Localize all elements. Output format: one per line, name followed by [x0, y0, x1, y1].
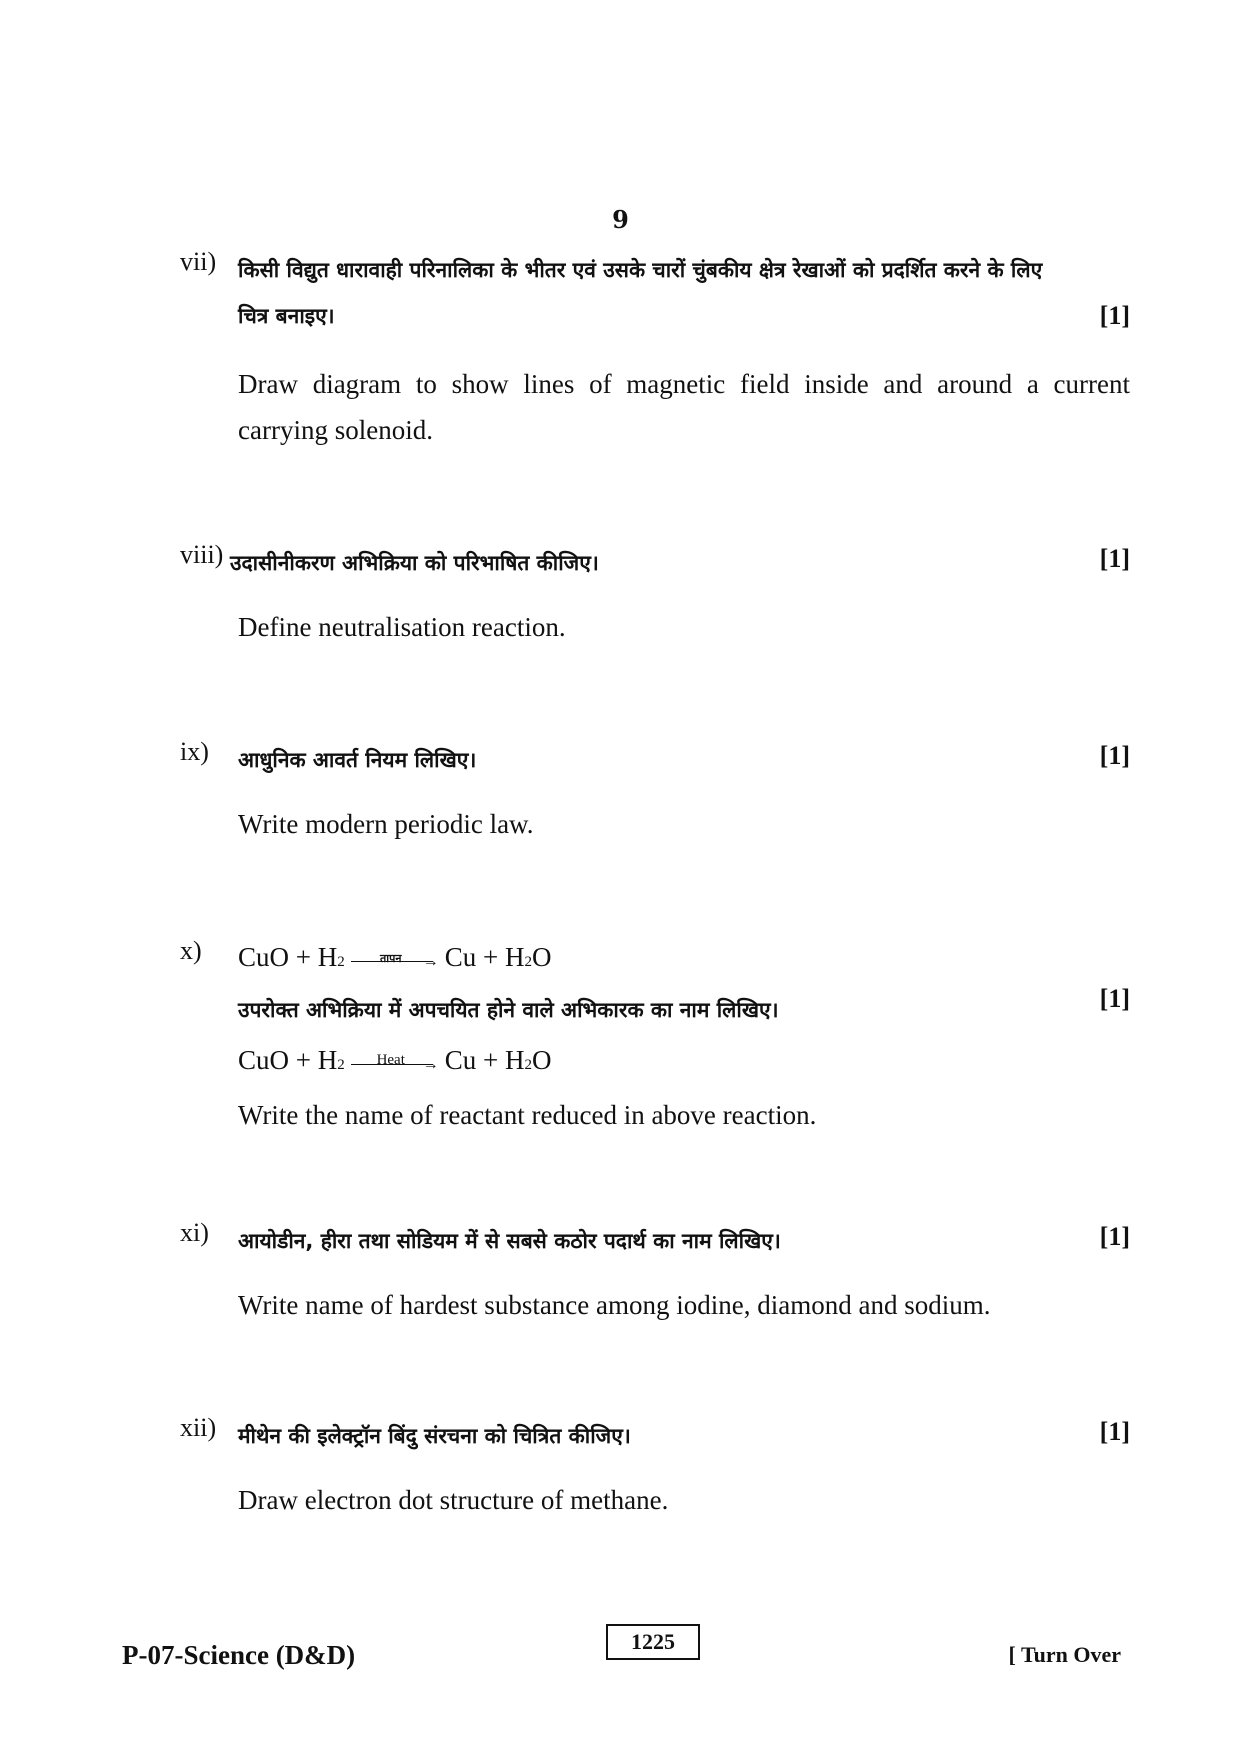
question-marks: [1]: [1099, 984, 1130, 1013]
question-english-text: Draw electron dot structure of methane.: [238, 1485, 669, 1515]
chemical-equation-hindi: CuO + H 2 तापन → Cu + H 2 O: [238, 930, 1130, 989]
question-hindi-text: उदासीनीकरण अभिक्रिया को परिभाषित कीजिए।: [230, 551, 599, 575]
question-english-text: Write modern periodic law.: [238, 809, 534, 839]
question-number: x): [180, 936, 202, 965]
question-hindi-text: किसी विद्युत धारावाही परिनालिका के भीतर एवं उसके चारों चुंबकीय क्षेत्र रेखाओं को प्रदर्शित करने के लिए चित्र बनाइए।: [238, 258, 1043, 328]
question-vii: [180, 247, 1130, 445]
question-english-text: Write name of hardest substance among iodine, diamond and sodium.: [238, 1290, 991, 1320]
question-marks: [1]: [1099, 1222, 1130, 1251]
question-number: vii): [180, 247, 217, 276]
question-ix: [180, 737, 1130, 847]
question-hindi-text: आधुनिक आवर्त नियम लिखिए।: [238, 748, 477, 772]
question-marks: [1]: [1099, 301, 1130, 330]
question-hindi-text: उपरोक्त अभिक्रिया में अपचयित होने वाले अभिकारक का नाम लिखिए।: [238, 998, 779, 1022]
page-number: 9: [612, 205, 629, 234]
question-hindi-text: मीथेन की इलेक्ट्रॉन बिंदु संरचना को चित्रित कीजिए।: [238, 1424, 631, 1448]
question-viii: [180, 540, 1130, 650]
subject-code: P-07-Science (D&D): [122, 1640, 356, 1670]
chemical-equation-english: CuO + H 2 Heat → Cu + H 2 O: [238, 1033, 1130, 1092]
arrow-label: Heat: [376, 1052, 405, 1068]
question-x: [180, 930, 1130, 1140]
question-xii: [180, 1413, 1130, 1523]
question-number: xii): [180, 1413, 217, 1442]
paper-code-box: 1225: [606, 1624, 700, 1660]
reaction-arrow: तापन →: [351, 938, 439, 966]
question-number: xi): [180, 1218, 209, 1247]
question-marks: [1]: [1099, 544, 1130, 573]
question-marks: [1]: [1099, 741, 1130, 770]
question-number: ix): [180, 737, 209, 766]
question-english-text: Define neutralisation reaction.: [238, 612, 566, 642]
question-number: viii): [180, 540, 224, 569]
arrow-label: तापन: [379, 952, 402, 965]
question-english-text: Draw diagram to show lines of magnetic field inside and around a current carrying solenoid.: [238, 369, 1130, 445]
question-marks: [1]: [1099, 1417, 1130, 1446]
question-hindi-text: आयोडीन, हीरा तथा सोडियम में से सबसे कठोर पदार्थ का नाम लिखिए।: [238, 1229, 781, 1253]
reaction-arrow: Heat →: [351, 1041, 439, 1069]
turn-over-note: [ Turn Over: [1008, 1642, 1121, 1667]
question-english-text: Write the name of reactant reduced in above reaction.: [238, 1100, 817, 1130]
question-xi: [180, 1218, 1130, 1328]
